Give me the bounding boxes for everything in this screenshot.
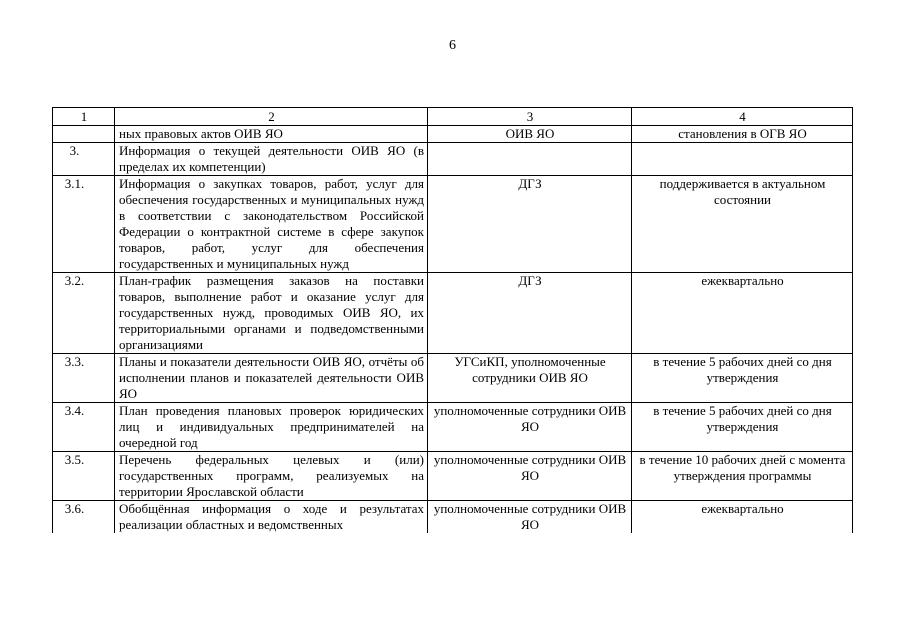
row-number: 3.3. <box>53 354 115 403</box>
table-row <box>53 143 853 176</box>
row-responsible <box>428 143 632 176</box>
row-responsible: уполномоченные сотрудники ОИВ ЯО <box>428 501 632 534</box>
row-description: План-график размещения заказов на поставки товаров, выполнение работ и оказание услуг для государственных нужд, проводимых ОИВ ЯО, их территориальными органами и подведомственными организациями <box>115 273 428 354</box>
row-number: 3.4. <box>53 403 115 452</box>
page-number: 6 <box>449 38 456 53</box>
table-row <box>53 501 853 534</box>
row-number: 3.2. <box>53 273 115 354</box>
row-number: 3.6. <box>53 501 115 534</box>
column-header-1: 1 <box>53 108 115 126</box>
table-header-row <box>53 108 853 126</box>
table-row <box>53 176 853 273</box>
row-description: Обобщённая информация о ходе и результатах реализации областных и ведомственных <box>115 501 428 534</box>
row-description: Перечень федеральных целевых и (или) государственных программ, реализуемых на территории Ярославской области <box>115 452 428 501</box>
row-number: 3.1. <box>53 176 115 273</box>
row-number: 3.5. <box>53 452 115 501</box>
table-row <box>53 273 853 354</box>
row-term: в течение 5 рабочих дней со дня утверждения <box>632 354 853 403</box>
row-responsible: УГСиКП, уполномоченные сотрудники ОИВ ЯО <box>428 354 632 403</box>
row-description: План проведения плановых проверок юридических лиц и индивидуальных предпринимателей на очередной год <box>115 403 428 452</box>
row-description: Планы и показатели деятельности ОИВ ЯО, отчёты об исполнении планов и показателей деятельности ОИВ ЯО <box>115 354 428 403</box>
row-description: ных правовых актов ОИВ ЯО <box>115 126 428 143</box>
table-row <box>53 452 853 501</box>
row-responsible: ДГЗ <box>428 273 632 354</box>
row-term: ежеквартально <box>632 501 853 534</box>
row-term: в течение 10 рабочих дней с момента утверждения программы <box>632 452 853 501</box>
document-table <box>52 107 853 533</box>
row-term <box>632 143 853 176</box>
row-responsible: уполномоченные сотрудники ОИВ ЯО <box>428 452 632 501</box>
row-responsible: ДГЗ <box>428 176 632 273</box>
table-row <box>53 126 853 143</box>
row-description: Информация о закупках товаров, работ, услуг для обеспечения государственных и муниципальных нужд в соответствии с законодательством Российской Федерации о контрактной системе в сфере закупок товаров, работ, услуг для обеспечения государственных и муниципальных нужд <box>115 176 428 273</box>
column-header-4: 4 <box>632 108 853 126</box>
row-term: в течение 5 рабочих дней со дня утверждения <box>632 403 853 452</box>
row-term: становления в ОГВ ЯО <box>632 126 853 143</box>
column-header-2: 2 <box>115 108 428 126</box>
row-responsible: уполномоченные сотрудники ОИВ ЯО <box>428 403 632 452</box>
table-row <box>53 403 853 452</box>
row-term: поддерживается в актуальном состоянии <box>632 176 853 273</box>
row-responsible: ОИВ ЯО <box>428 126 632 143</box>
row-term: ежеквартально <box>632 273 853 354</box>
row-number: 3. <box>53 143 115 176</box>
table-row <box>53 354 853 403</box>
row-number <box>53 126 115 143</box>
column-header-3: 3 <box>428 108 632 126</box>
row-description: Информация о текущей деятельности ОИВ ЯО (в пределах их компетенции) <box>115 143 428 176</box>
